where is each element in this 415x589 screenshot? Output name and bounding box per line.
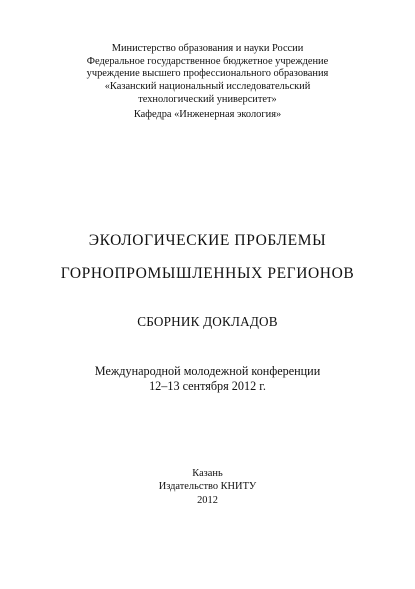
department-name <box>0 108 415 121</box>
header-line-institution-type: учреждение высшего профессионального образования <box>86 68 329 80</box>
conference-name: Международной молодежной конференции <box>94 364 321 378</box>
imprint-year: 2012 <box>197 494 218 506</box>
header-line-federal: Федеральное государственное бюджетное учреждение <box>86 55 329 67</box>
imprint-city: Казань <box>192 468 223 479</box>
header-line-university-name-end: технологический университет» <box>138 93 277 105</box>
conference-date: 12–13 сентября 2012 г. <box>149 379 266 393</box>
header-line-university-name: «Казанский национальный исследовательский <box>104 81 311 93</box>
subtitle-line: СБОРНИК ДОКЛАДОВ <box>137 314 278 329</box>
publication-imprint <box>0 467 415 507</box>
imprint-publisher: Издательство КНИТУ <box>158 481 257 493</box>
book-title <box>0 224 415 290</box>
conference-info <box>0 364 415 394</box>
title-line-1: ЭКОЛОГИЧЕСКИЕ ПРОБЛЕМЫ <box>88 232 327 249</box>
header-line-ministry: Министерство образования и науки России <box>111 43 304 54</box>
department-line: Кафедра «Инженерная экология» <box>133 109 282 120</box>
title-line-2: ГОРНОПРОМЫШЛЕННЫХ РЕГИОНОВ <box>60 265 355 282</box>
institution-header <box>0 43 415 107</box>
book-subtitle <box>0 314 415 330</box>
